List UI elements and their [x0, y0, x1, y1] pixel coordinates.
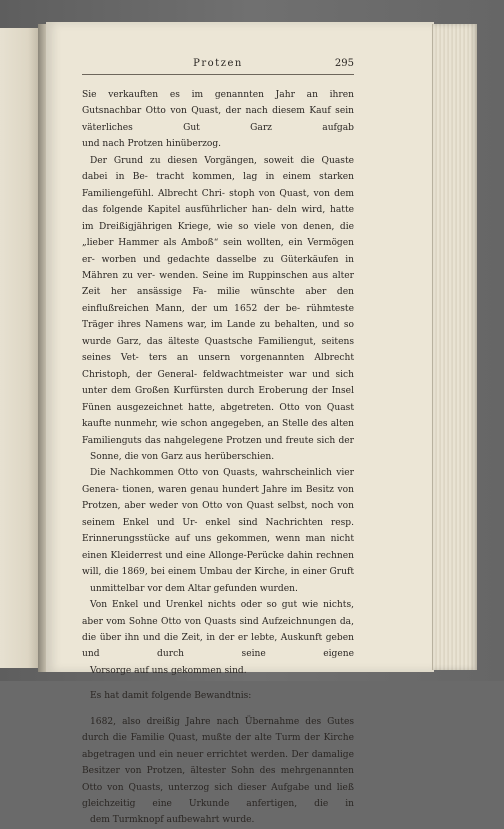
text-line: Sie verkauften es im genannten Jahr an ihren Gutsnachbar Otto	[82, 90, 354, 117]
text-line: weder von Otto von Quast selbst, noch von seinem Enkel und Ur-	[82, 501, 354, 528]
text-line: deln wird, hatte im Dreißigjährigen Kriege, wie so viele von denen,	[82, 205, 354, 232]
paragraph-spacer	[82, 705, 354, 714]
paragraph	[82, 688, 354, 704]
text-line: Vorsorge auf uns gekommen sind.	[90, 665, 247, 676]
left-page-edge	[0, 28, 41, 668]
text-line: die Zeit, in der er lebte, Auskunft geben und durch seine eigene	[82, 632, 354, 660]
running-head-title: Protzen	[193, 58, 243, 69]
text-line: die „lieber Hammer als Amboß“ sein wollten, ein Vermögen er-	[82, 221, 354, 265]
page-content	[82, 58, 354, 829]
text-line: Es hat damit folgende Bewandtnis:	[90, 691, 252, 702]
text-line: Sonne, die von Garz aus herüberschien.	[90, 451, 275, 462]
paragraph	[82, 597, 354, 679]
text-line: Sohne Otto von Quasts sind Aufzeichnungen da, die über ihn und	[82, 616, 354, 643]
page-stack-edge	[432, 24, 477, 670]
text-line: Familie Quast, mußte der alte Turm der Kirche abgetragen und	[82, 733, 354, 760]
text-line: milie wünschte aber den einflußreichen Mann, der um 1652 der be-	[82, 287, 354, 314]
text-line: dem Turmknopf aufbewahrt wurde.	[90, 815, 255, 826]
paragraph	[82, 465, 354, 597]
text-line: wenn man nicht einen Kleiderrest und eine Allonge-Perücke dahin	[82, 534, 354, 561]
paragraph	[82, 153, 354, 466]
text-line: rechnen will, die 1869, bei einem Umbau der Kirche, in einer Gruft	[82, 550, 354, 578]
text-line: Von Enkel und Urenkel nichts oder so gut wie nichts, aber vom	[82, 600, 354, 627]
text-line: Die Nachkommen Otto von Quasts, wahrscheinlich vier Genera-	[82, 468, 354, 495]
text-line: dieser Aufgabe und ließ gleichzeitig eine Urkunde anfertigen, die in	[82, 782, 354, 810]
text-line: stoph von Quast, von dem das folgende Kapitel ausführlicher han-	[82, 188, 354, 216]
paragraph	[82, 714, 354, 829]
text-line: rühmteste Träger ihres Namens war, im Lande zu behalten, und so	[82, 303, 354, 331]
page-number: 295	[334, 58, 354, 69]
text-line: enkel sind Nachrichten resp. Erinnerungsstücke auf uns gekommen,	[82, 517, 355, 545]
text-line: von Quast kaufte nunmehr, wie schon angegeben, an Stelle des	[82, 402, 354, 430]
text-line: ein neuer errichtet werden. Der damalige Besitzer von Protzen,	[82, 749, 354, 777]
paragraph	[82, 87, 354, 153]
text-line: ters an unsern vorgenannten Albrecht Christoph, der General-	[82, 353, 354, 380]
text-line: von Quast, der nach diesem Kauf sein väterliches Gut Garz aufgab	[82, 106, 354, 133]
text-line: tracht kommen, lag in einem starken Familiengefühl. Albrecht Chri-	[82, 172, 354, 199]
text-line: tionen, waren genau hundert Jahre im Besitz von Protzen, aber	[82, 484, 354, 512]
text-line: Der Grund zu diesen Vorgängen, soweit die Quaste dabei in Be-	[82, 155, 354, 183]
text-line: unmittelbar vor dem Altar gefunden wurden.	[90, 583, 298, 594]
text-line: alten Familienguts das nahgelegene Protzen und freute sich der	[82, 419, 354, 446]
text-line: wurde Garz, das älteste Quastsche Familiengut, seitens seines Vet-	[82, 336, 354, 364]
text-line: wenden. Seine im Ruppinschen aus alter Zeit her ansässige Fa-	[82, 270, 354, 298]
text-line: ältester Sohn des mehrgenannten Otto von Quasts, unterzog sich	[82, 766, 354, 793]
text-line: und nach Protzen hinüberzog.	[82, 139, 222, 150]
text-line: Eroberung der Insel Fünen ausgezeichnet hatte, abgetreten. Otto	[82, 386, 354, 413]
text-line: feldwachtmeister war und sich unter dem Großen Kurfürsten durch	[82, 369, 354, 397]
text-line: worben und gedachte dasselbe zu Güterkäufen in Mähren zu ver-	[82, 254, 354, 281]
paragraph-spacer	[82, 679, 354, 688]
text-line: 1682, also dreißig Jahre nach Übernahme des Gutes durch die	[82, 716, 354, 744]
running-head	[82, 58, 354, 75]
